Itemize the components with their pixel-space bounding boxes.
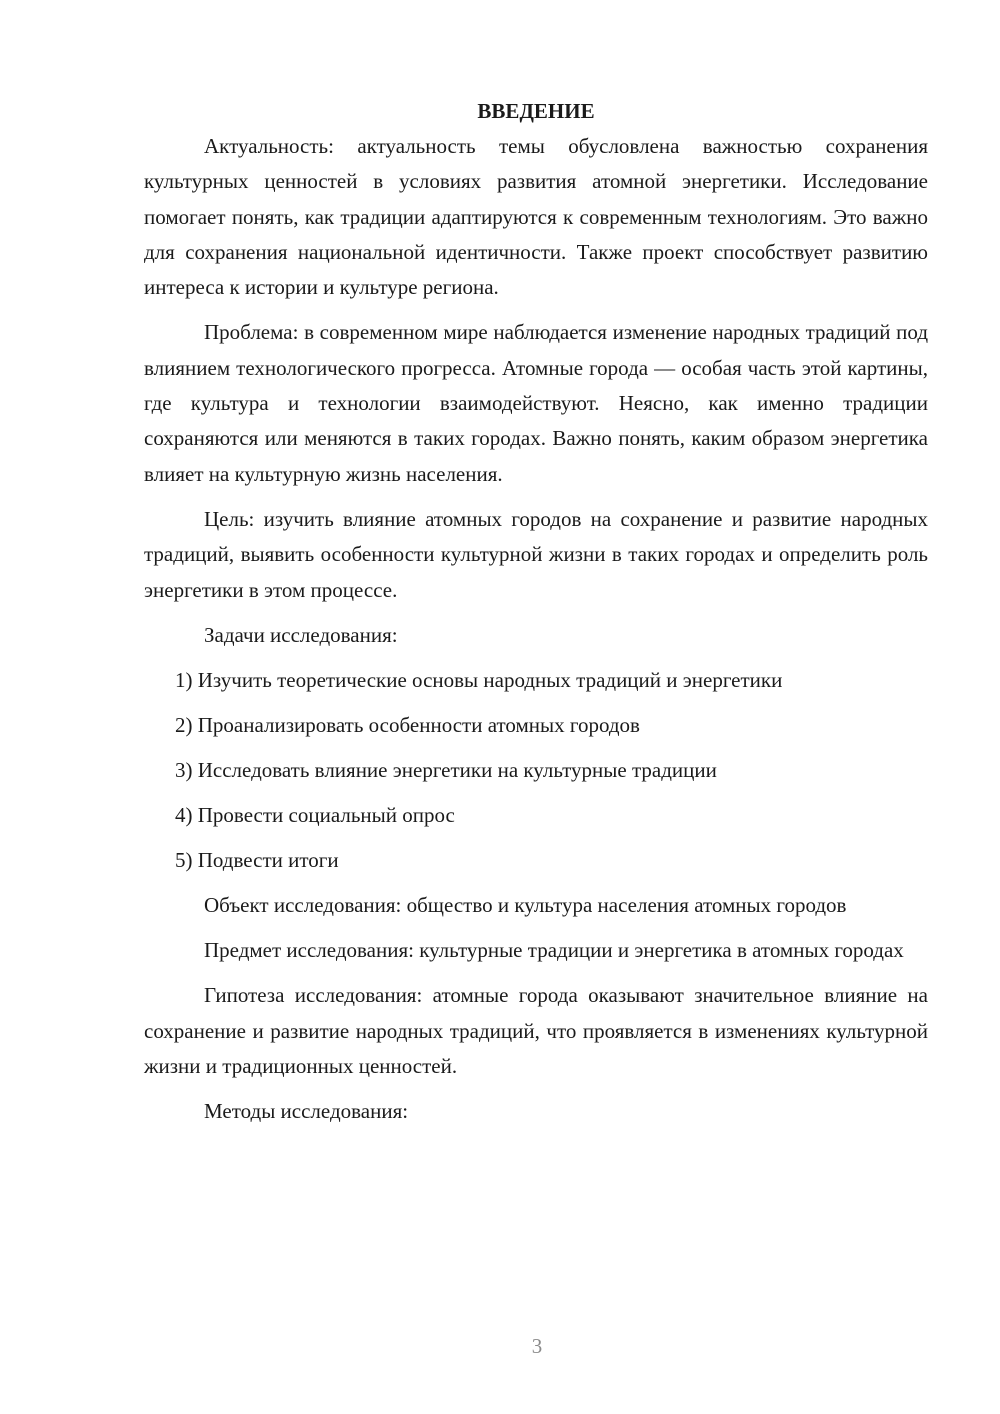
page-content [144, 94, 928, 1130]
paragraph-subject: Предмет исследования: культурные традиции и энергетика в атомных городах [204, 938, 904, 963]
paragraph-goal: Цель: изучить влияние атомных городов на сохранение и развитие народных традиций, выявить особенности культурной жизни в таких городах и определить роль энергетики в этом процессе. [144, 506, 928, 602]
paragraph-hypothesis: Гипотеза исследования: атомные города оказывают значительное влияние на сохранение и развитие народных традиций, что проявляется в изменениях культурной жизни и традиционных ценностей. [144, 983, 928, 1079]
list-item: 5) Подвести итоги [175, 847, 339, 872]
paragraph-methods: Методы исследования: [204, 1099, 409, 1124]
paragraph-relevance: Актуальность: актуальность темы обусловлена важностью сохранения культурных ценностей в условиях развития атомной энергетики. Исследование помогает понять, как традиции адаптируются к современным технологиям. Это важно для сохранения национальной идентичности. Также проект способствует развитию интереса к истории и культуре региона. [144, 134, 928, 300]
tasks-list [144, 663, 928, 878]
section-heading: ВВЕДЕНИЕ [477, 99, 595, 123]
paragraph-problem: Проблема: в современном мире наблюдается изменение народных традиций под влиянием технологического прогресса. Атомные города — особая часть этой картины, где культура и технологии взаимодействуют. Неясно, как именно традиции сохраняются или меняются в таких городах. Важно понять, каким образом энергетика влияет на культурную жизнь населения. [144, 320, 928, 486]
page-number: 3 [531, 1334, 543, 1358]
list-item: 2) Проанализировать особенности атомных городов [175, 712, 640, 737]
list-item: 3) Исследовать влияние энергетики на культурные традиции [175, 757, 717, 782]
paragraph-object: Объект исследования: общество и культура населения атомных городов [204, 892, 847, 917]
tasks-title: Задачи исследования: [204, 622, 398, 647]
list-item: 4) Провести социальный опрос [175, 802, 455, 827]
list-item: 1) Изучить теоретические основы народных традиций и энергетики [175, 667, 783, 692]
